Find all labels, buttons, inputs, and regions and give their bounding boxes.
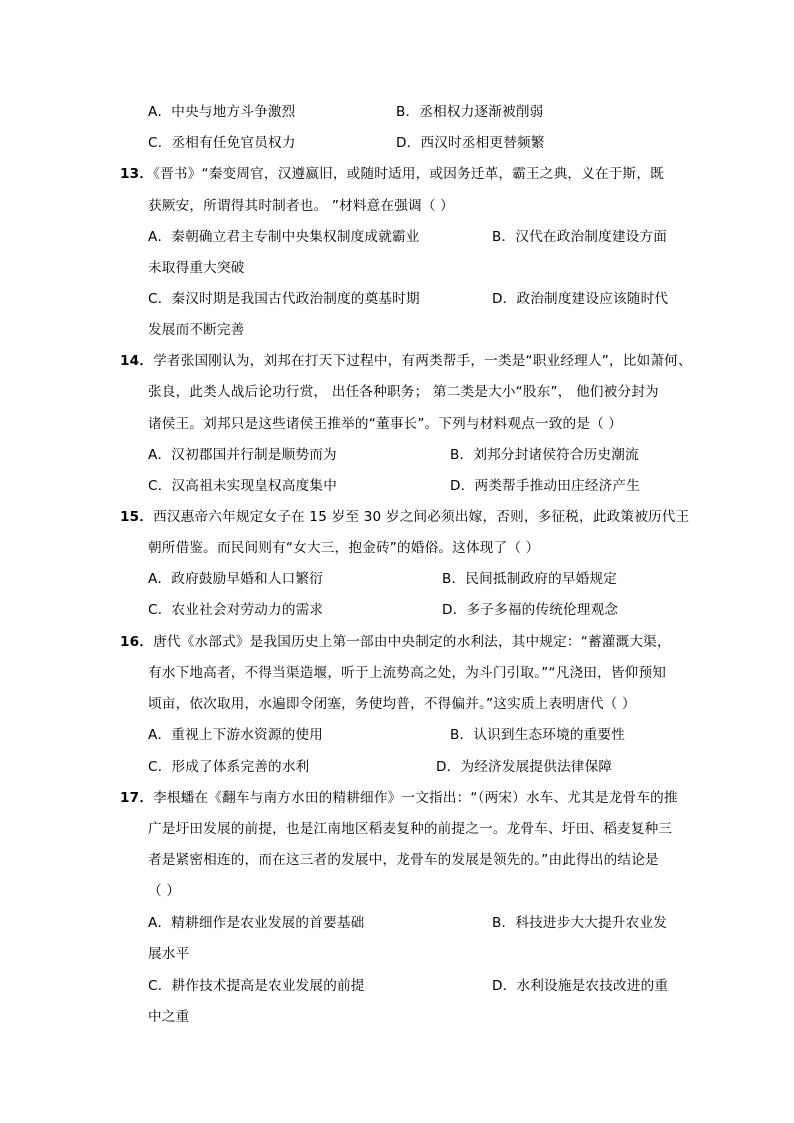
q16-number: 16． [120,634,154,650]
q17-option-d: D．水利设施是农技改进的重 [492,978,669,994]
q16-option-a: A．重视上下游水资源的使用 [148,727,324,743]
q14-stem-line-3: 诸侯王。刘邦只是这些诸侯王推举的“董事长”。下列与材料观点一致的是（ ） [148,416,623,432]
q15-option-c: C．农业社会对劳动力的需求 [148,602,324,618]
q16-stem-text-1: 唐代《水部式》是我国历史上第一部由中央制定的水利法，其中规定：“蓄灌溉大渠， [153,634,671,650]
q16-option-d: D．为经济发展提供法律保障 [436,759,613,775]
q13-option-d-continued: 发展而不断完善 [148,322,245,338]
q12-option-a: A．中央与地方斗争激烈 [148,104,296,120]
q13-option-d: D．政治制度建设应该随时代 [492,291,669,307]
q17-stem-text-1: 李根蟠在《翻车与南方水田的精耕细作》一文指出：“（两宋）水车、尤其是龙骨车的推 [153,790,678,806]
q14-stem-line-2: 张良，此类人战后论功行赏， 出任各种职务； 第二类是大小“股东”， 他们被分封为 [148,384,659,400]
q14-option-a: A．汉初郡国并行制是顺势而为 [148,447,337,463]
q17-stem-line-4: （ ） [148,883,181,899]
q15-option-a: A．政府鼓励早婚和人口繁衍 [148,571,324,587]
q17-stem-line-2: 广是圩田发展的前提，也是江南地区稻麦复种的前提之一。龙骨车、圩田、稻麦复种三 [148,821,673,837]
q14-option-d: D．两类帮手推动田庄经济产生 [450,478,640,494]
q17-option-b: B．科技进步大大提升农业发 [492,915,668,931]
q16-stem-line-1 [120,632,671,652]
q13-option-b-continued: 未取得重大突破 [148,260,245,276]
q15-option-b: B．民间抵制政府的早婚规定 [442,571,618,587]
q14-stem-text-1: 学者张国刚认为，刘邦在打天下过程中，有两类帮手，一类是“职业经理人”，比如萧何、 [153,353,692,369]
q13-stem-line-2: 获厥安，所谓得其时制者也。 ”材料意在强调（ ） [148,198,454,214]
q13-number: 13． [120,166,154,182]
q17-option-c: C．耕作技术提高是农业发展的前提 [148,978,365,994]
q13-stem-text-1: 《晋书》“秦变周官，汉遵嬴旧，或随时适用，或因务迁革，霸王之典，义在于斯，既 [153,166,664,182]
q15-stem-line-1 [120,507,689,527]
q12-option-c: C．丞相有任免官员权力 [148,135,296,151]
q12-option-b: B．丞相权力逐渐被削弱 [396,104,544,120]
q13-option-b: B．汉代在政治制度建设方面 [492,229,668,245]
q14-number: 14． [120,353,154,369]
q15-number: 15． [120,509,154,525]
q13-option-c: C．秦汉时期是我国古代政治制度的奠基时期 [148,291,420,307]
q15-option-d: D．多子多福的传统伦理观念 [442,602,619,618]
q17-stem-line-3: 者是紧密相连的，而在这三者的发展中，龙骨车的发展是领先的。”由此得出的结论是 [148,852,659,868]
q14-option-c: C．汉高祖未实现皇权高度集中 [148,478,338,494]
q14-stem-line-1 [120,351,692,371]
q16-stem-line-3: 顷亩，依次取用，水遍即令闭塞，务使均普，不得偏并。”这实质上表明唐代（ ） [148,696,636,712]
q17-number: 17． [120,790,154,806]
q12-option-d: D．西汉时丞相更替频繁 [396,135,545,151]
q16-stem-line-2: 有水下地高者，不得当渠造堰，听于上流势高之处，为斗门引取。”“凡浇田，皆仰预知 [148,665,667,681]
q13-option-a: A．秦朝确立君主专制中央集权制度成就霸业 [148,229,420,245]
q15-stem-line-2: 朝所借鉴。而民间则有“女大三，抱金砖”的婚俗。这体现了（ ） [148,540,540,556]
q15-stem-text-1: 西汉惠帝六年规定女子在 15 岁至 30 岁之间必须出嫁，否则，多征税，此政策被历代王 [153,509,690,525]
q17-option-b-continued: 展水平 [148,946,190,962]
q17-stem-line-1 [120,788,678,808]
q13-stem-line-1 [120,164,664,184]
q17-option-d-continued: 中之重 [148,1009,190,1025]
q14-option-b: B．刘邦分封诸侯符合历史潮流 [450,447,639,463]
q16-option-c: C．形成了体系完善的水利 [148,759,310,775]
q17-option-a: A．精耕细作是农业发展的首要基础 [148,915,365,931]
q16-option-b: B．认识到生态环境的重要性 [450,727,626,743]
